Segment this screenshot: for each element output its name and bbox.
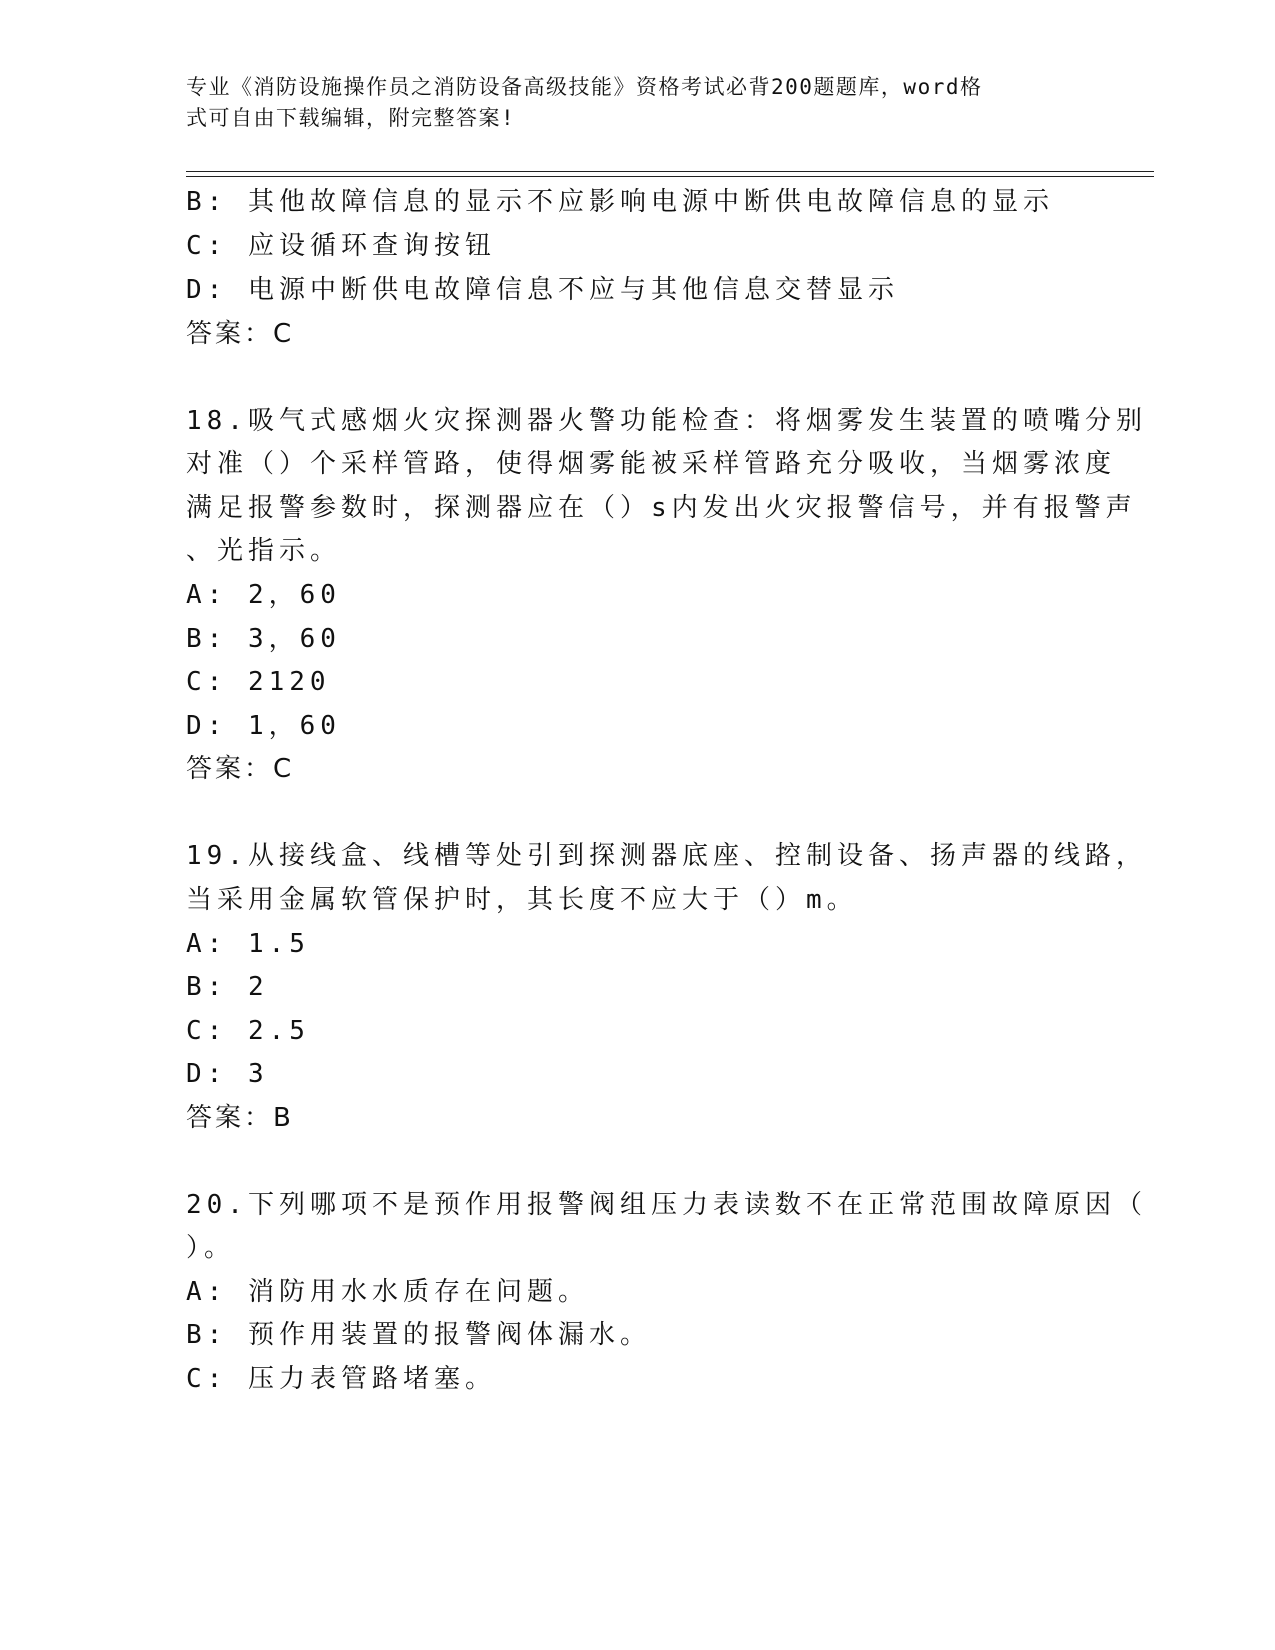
q20-option-b: B: 预作用装置的报警阀体漏水。 <box>186 1320 651 1350</box>
document-header-line-1: 专业《消防设施操作员之消防设备高级技能》资格考试必背200题题库，word格 <box>186 75 983 99</box>
q18-stem-line-1: 18.吸气式感烟火灾探测器火警功能检查：将烟雾发生装置的喷嘴分别 <box>186 406 1147 436</box>
q19-option-a: A: 1.5 <box>186 929 310 959</box>
q19-answer: 答案：B <box>186 1103 294 1133</box>
q17-option-b: B: 其他故障信息的显示不应影响电源中断供电故障信息的显示 <box>186 187 1054 217</box>
q18-stem-line-3: 满足报警参数时，探测器应在（）s内发出火灾报警信号，并有报警声 <box>186 493 1137 523</box>
q18-option-d: D: 1，60 <box>186 711 341 741</box>
q18-option-b: B: 3，60 <box>186 624 341 654</box>
q19-option-c: C: 2.5 <box>186 1016 310 1046</box>
q19-stem-line-2: 当采用金属软管保护时，其长度不应大于（）m。 <box>186 885 858 915</box>
q18-stem-line-2: 对准（）个采样管路，使得烟雾能被采样管路充分吸收，当烟雾浓度 <box>186 449 1117 479</box>
q19-option-b: B: 2 <box>186 972 269 1002</box>
header-divider-top <box>186 171 1154 172</box>
q18-stem-line-4: 、光指示。 <box>186 536 342 566</box>
q20-option-c: C: 压力表管路堵塞。 <box>186 1364 496 1394</box>
q20-stem-line-1: 20.下列哪项不是预作用报警阀组压力表读数不在正常范围故障原因（ <box>186 1190 1147 1220</box>
q17-answer: 答案：C <box>186 319 295 349</box>
q19-stem-line-1: 19.从接线盒、线槽等处引到探测器底座、控制设备、扬声器的线路， <box>186 841 1147 871</box>
q20-option-a: A: 消防用水水质存在问题。 <box>186 1277 589 1307</box>
q18-answer: 答案：C <box>186 754 295 784</box>
q20-stem-line-2: ）。 <box>186 1233 236 1263</box>
header-divider-bottom <box>186 176 1154 177</box>
q17-option-d: D: 电源中断供电故障信息不应与其他信息交替显示 <box>186 275 899 305</box>
q18-option-a: A: 2，60 <box>186 580 341 610</box>
q17-option-c: C: 应设循环查询按钮 <box>186 231 496 261</box>
document-header-line-2: 式可自由下载编辑，附完整答案! <box>186 106 516 130</box>
q18-option-c: C: 2120 <box>186 667 331 697</box>
q19-option-d: D: 3 <box>186 1059 269 1089</box>
